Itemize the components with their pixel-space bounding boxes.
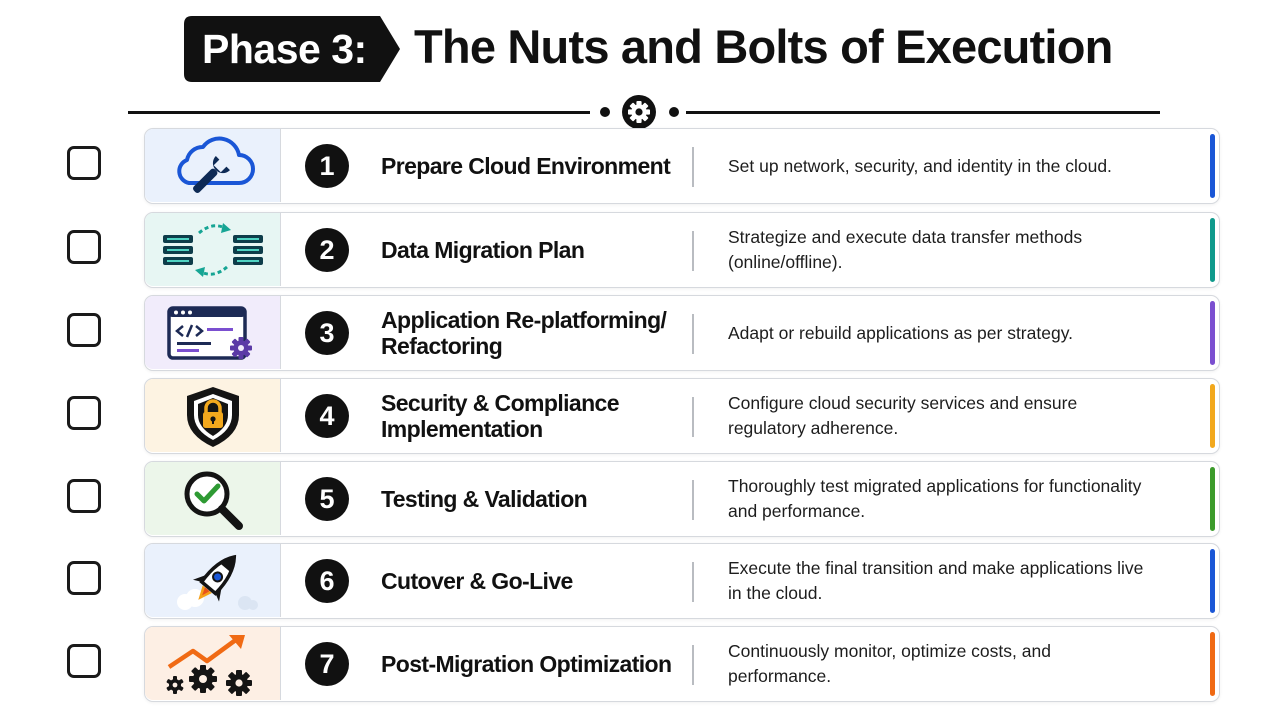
step-title: Post-Migration Optimization (381, 651, 672, 677)
divider-dot-right (669, 107, 679, 117)
step-icon-tile (145, 627, 281, 700)
step-checkbox[interactable] (67, 479, 101, 513)
cloud-wrench-icon (163, 133, 263, 199)
magnifier-check-icon (163, 466, 263, 532)
step-card (144, 378, 1220, 454)
step-checkbox[interactable] (67, 396, 101, 430)
data-transfer-icon (163, 217, 263, 283)
step-number-badge: 1 (305, 144, 349, 188)
step-accent-bar (1210, 301, 1215, 365)
divider-dot-left (600, 107, 610, 117)
step-separator (692, 231, 694, 271)
step-card (144, 626, 1220, 702)
step-checkbox[interactable] (67, 313, 101, 347)
step-icon-tile (145, 213, 281, 286)
step-number-badge: 6 (305, 559, 349, 603)
step-description: Thoroughly test migrated applications for functionality and performance. (728, 476, 1142, 521)
step-accent-bar (1210, 384, 1215, 448)
step-checkbox[interactable] (67, 230, 101, 264)
step-separator (692, 397, 694, 437)
step-icon-tile (145, 462, 281, 535)
code-window-gear-icon (163, 300, 263, 366)
step-row (0, 461, 1280, 539)
step-card (144, 461, 1220, 537)
step-title: Testing & Validation (381, 486, 588, 512)
step-row (0, 626, 1280, 704)
step-accent-bar (1210, 467, 1215, 531)
step-description: Adapt or rebuild applications as per strategy. (728, 322, 1074, 343)
step-card (144, 295, 1220, 371)
step-separator (692, 562, 694, 602)
step-row (0, 128, 1280, 206)
shield-lock-icon (163, 383, 263, 449)
step-card (144, 212, 1220, 288)
header (0, 14, 1280, 84)
step-card (144, 128, 1220, 204)
step-number-badge: 2 (305, 228, 349, 272)
step-accent-bar (1210, 549, 1215, 613)
step-checkbox[interactable] (67, 146, 101, 180)
step-number-badge: 7 (305, 642, 349, 686)
step-card (144, 543, 1220, 619)
step-number-badge: 4 (305, 394, 349, 438)
step-checkbox[interactable] (67, 644, 101, 678)
step-accent-bar (1210, 134, 1215, 198)
step-accent-bar (1210, 218, 1215, 282)
step-number-badge: 3 (305, 311, 349, 355)
step-separator (692, 480, 694, 520)
step-row (0, 295, 1280, 373)
page-title: The Nuts and Bolts of Execution (414, 20, 1113, 73)
step-separator (692, 147, 694, 187)
step-row (0, 543, 1280, 621)
step-description: Continuously monitor, optimize costs, and performance. (728, 641, 1051, 686)
step-title: Data Migration Plan (381, 237, 585, 263)
divider-line-right (686, 111, 1160, 114)
rocket-icon (163, 548, 263, 614)
title-divider (128, 94, 1160, 130)
step-title: Cutover & Go-Live (381, 568, 573, 594)
step-separator (692, 314, 694, 354)
step-icon-tile (145, 296, 281, 369)
step-description: Set up network, security, and identity in the cloud. (728, 155, 1112, 176)
step-checkbox[interactable] (67, 561, 101, 595)
step-icon-tile (145, 544, 281, 617)
step-row (0, 378, 1280, 456)
phase-tag (184, 16, 402, 82)
divider-line-left (128, 111, 590, 114)
gear-icon (621, 94, 657, 130)
step-icon-tile (145, 129, 281, 202)
step-description: Strategize and execute data transfer methods (online/offline). (728, 227, 1083, 272)
step-description: Configure cloud security services and ensure regulatory adherence. (728, 393, 1078, 438)
step-row (0, 212, 1280, 290)
step-accent-bar (1210, 632, 1215, 696)
phase-label: Phase 3: (202, 26, 367, 72)
step-icon-tile (145, 379, 281, 452)
step-description: Execute the final transition and make applications live in the cloud. (728, 558, 1144, 603)
step-separator (692, 645, 694, 685)
gears-trend-icon (163, 631, 263, 697)
step-title: Security & Compliance Implementation (381, 390, 619, 442)
step-number-badge: 5 (305, 477, 349, 521)
step-title: Application Re-platforming/ Refactoring (381, 307, 667, 359)
step-title: Prepare Cloud Environment (381, 153, 671, 179)
